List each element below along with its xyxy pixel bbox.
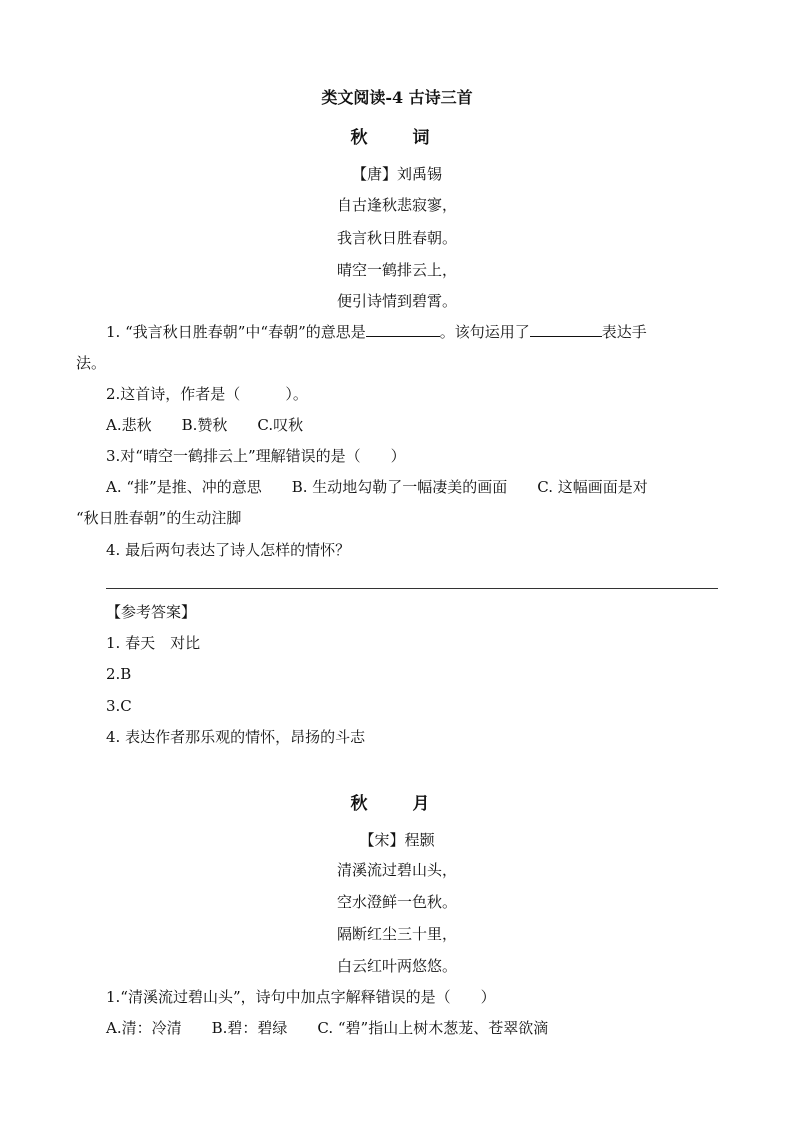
poem2-line-4: 白云红叶两悠悠。 [336, 957, 457, 975]
poem2-line-1: 清溪流过碧山头， [336, 861, 457, 879]
answer-4: 4. 表达作者那乐观的情怀，昂扬的斗志 [106, 728, 366, 746]
poem1-title: 秋 词 [350, 128, 444, 148]
poem2-question-1-options: A.清：冷清 B.碧：碧绿 C. “碧”指山上树木葱茏、苍翠欲滴 [106, 1019, 549, 1037]
poem1-author: 【唐】刘禹锡 [351, 165, 442, 183]
poem1-question-3-options: A. “排”是推、冲的意思 B. 生动地勾勒了一幅凄美的画面 C. 这幅画面是对 [106, 478, 648, 496]
poem1-question-3: 3.对“晴空一鹤排云上”理解错误的是（ ） [106, 447, 406, 465]
poem2-line-3: 隔断红尘三十里， [336, 925, 457, 943]
poem1-question-2: 2.这首诗，作者是（ ）。 [106, 385, 308, 403]
answer-blank[interactable] [530, 322, 602, 337]
poem1-line-1: 自古逢秋悲寂寥， [336, 196, 457, 214]
answer-3: 3.C [106, 697, 132, 715]
answer-2: 2.B [106, 665, 132, 683]
poem1-question-2-options: A.悲秋 B.赞秋 C.叹秋 [106, 416, 304, 434]
poem2-title: 秋 月 [350, 794, 444, 814]
poem1-question-1 [106, 322, 647, 342]
poem1-line-4: 便引诗情到碧霄。 [336, 292, 457, 310]
poem1-question-1-cont: 法。 [76, 354, 107, 372]
answer-blank[interactable] [366, 322, 440, 337]
poem1-line-2: 我言秋日胜春朝。 [336, 229, 457, 247]
section-divider [106, 588, 718, 589]
answer-1: 1. 春天 对比 [106, 634, 201, 652]
question-text: 表达手 [601, 323, 647, 341]
poem1-question-4: 4. 最后两句表达了诗人怎样的情怀？ [106, 541, 351, 559]
poem2-author: 【宋】程颢 [359, 831, 435, 849]
answers-heading: 【参考答案】 [106, 603, 197, 621]
poem1-question-3-options-cont: “秋日胜春朝”的生动注脚 [76, 509, 242, 527]
document-title: 类文阅读-4 古诗三首 [321, 88, 473, 107]
poem2-line-2: 空水澄鲜一色秋。 [336, 893, 457, 911]
poem1-line-3: 晴空一鹤排云上， [336, 261, 457, 279]
poem2-question-1: 1.“清溪流过碧山头”，诗句中加点字解释错误的是（ ） [106, 988, 496, 1006]
question-text: 1. “我言秋日胜春朝”中“春朝”的意思是 [106, 323, 366, 341]
question-text: 。该句运用了 [439, 323, 530, 341]
